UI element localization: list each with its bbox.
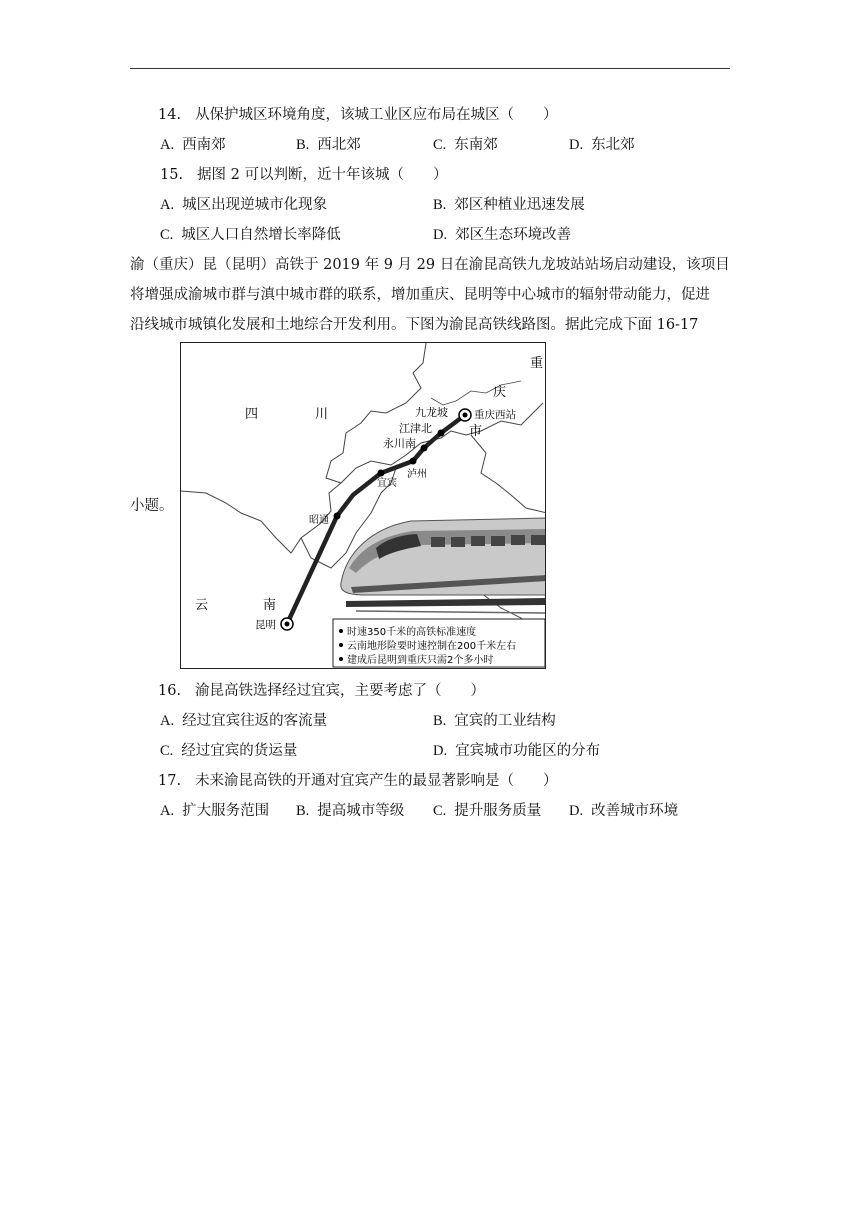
station-dot-luzhou — [410, 458, 417, 465]
passage-line-1: 渝（重庆）昆（昆明）高铁于 2019 年 9 月 29 日在渝昆高铁九龙坡站站场启动建设，该项目 — [130, 257, 730, 273]
border-cq-east — [471, 435, 546, 513]
q14-option-a[interactable]: A. 西南郊 — [160, 137, 226, 153]
question-15 — [160, 165, 448, 185]
region-label: 南 — [263, 598, 277, 613]
station-label-jiulongpo: 九龙坡 — [415, 406, 448, 419]
region-label: 川 — [315, 407, 329, 422]
passage-tail: 小题。 — [130, 498, 174, 514]
q15-option-b[interactable]: B. 郊区种植业迅速发展 — [433, 197, 585, 213]
q17-option-b[interactable]: B. 提高城市等级 — [296, 803, 405, 819]
question-number: 14. — [158, 107, 182, 123]
q16-option-b[interactable]: B. 宜宾的工业结构 — [433, 713, 556, 729]
q14-option-d[interactable]: D. 东北郊 — [569, 137, 635, 153]
station-label-zhaotong: 昭通 — [309, 515, 329, 526]
passage-line-3: 沿线城市城镇化发展和土地综合开发利用。下图为渝昆高铁线路图。据此完成下面 16-17 — [130, 317, 699, 333]
station-label-yongchuannan: 永川南 — [383, 437, 416, 450]
q16-option-a[interactable]: A. 经过宜宾往返的客流量 — [160, 713, 328, 729]
station-label-jiangjinbei: 江津北 — [399, 422, 432, 435]
station-label-luzhou: 泸州 — [407, 469, 427, 480]
legend-item-2: 云南地形险要时速控制在200千米左右 — [347, 641, 517, 652]
railway-route-map — [180, 342, 546, 669]
q15-option-a[interactable]: A. 城区出现逆城市化现象 — [160, 197, 328, 213]
passage-line-2: 将增强成渝城市群与滇中城市群的联系，增加重庆、昆明等中心城市的辐射带动能力，促进 — [130, 287, 710, 303]
q15-option-c[interactable]: C. 城区人口自然增长率降低 — [160, 227, 341, 243]
q16-option-c[interactable]: C. 经过宜宾的货运量 — [160, 743, 298, 759]
question-number: 17. — [158, 773, 182, 789]
question-stem: 渝昆高铁选择经过宜宾，主要考虑了（ ） — [195, 683, 486, 699]
station-dot-yongchuan — [421, 445, 428, 452]
question-number: 15. — [160, 167, 184, 183]
q17-option-d[interactable]: D. 改善城市环境 — [569, 803, 679, 819]
station-dot-zhaotong — [334, 513, 341, 520]
station-label-kunming: 昆明 — [255, 619, 276, 631]
q17-option-c[interactable]: C. 提升服务质量 — [433, 803, 542, 819]
q17-option-a[interactable]: A. 扩大服务范围 — [160, 803, 270, 819]
header-rule — [130, 68, 730, 69]
region-label: 重 — [530, 356, 544, 371]
question-stem: 从保护城区环境角度，该城工业区应布局在城区（ ） — [195, 107, 558, 123]
legend-item-1: 时速350千米的高铁标准速度 — [347, 627, 477, 638]
question-number: 16. — [158, 683, 182, 699]
border-minor — [431, 381, 521, 405]
question-stem: 据图 2 可以判断，近十年该城（ ） — [197, 167, 448, 183]
region-label: 市 — [469, 424, 483, 439]
question-16 — [158, 681, 485, 701]
station-label-chongqing-west: 重庆西站 — [474, 409, 516, 421]
question-14 — [158, 105, 558, 125]
train-illustration — [341, 518, 546, 613]
q14-option-b[interactable]: B. 西北郊 — [296, 137, 361, 153]
region-label: 庆 — [493, 385, 507, 400]
region-label: 四 — [245, 407, 259, 422]
question-stem: 未来渝昆高铁的开通对宜宾产生的最显著影响是（ ） — [195, 773, 558, 789]
station-dot-jiangjin — [438, 430, 445, 437]
question-17 — [158, 771, 558, 791]
q16-option-d[interactable]: D. 宜宾城市功能区的分布 — [433, 743, 601, 759]
q14-option-c[interactable]: C. 东南郊 — [433, 137, 498, 153]
station-dot-yibin — [378, 470, 385, 477]
legend-item-3: 建成后昆明到重庆只需2个多小时 — [347, 655, 494, 666]
region-label: 云 — [195, 598, 209, 613]
q15-option-d[interactable]: D. 郊区生态环境改善 — [433, 227, 572, 243]
station-label-yibin: 宜宾 — [377, 478, 397, 489]
